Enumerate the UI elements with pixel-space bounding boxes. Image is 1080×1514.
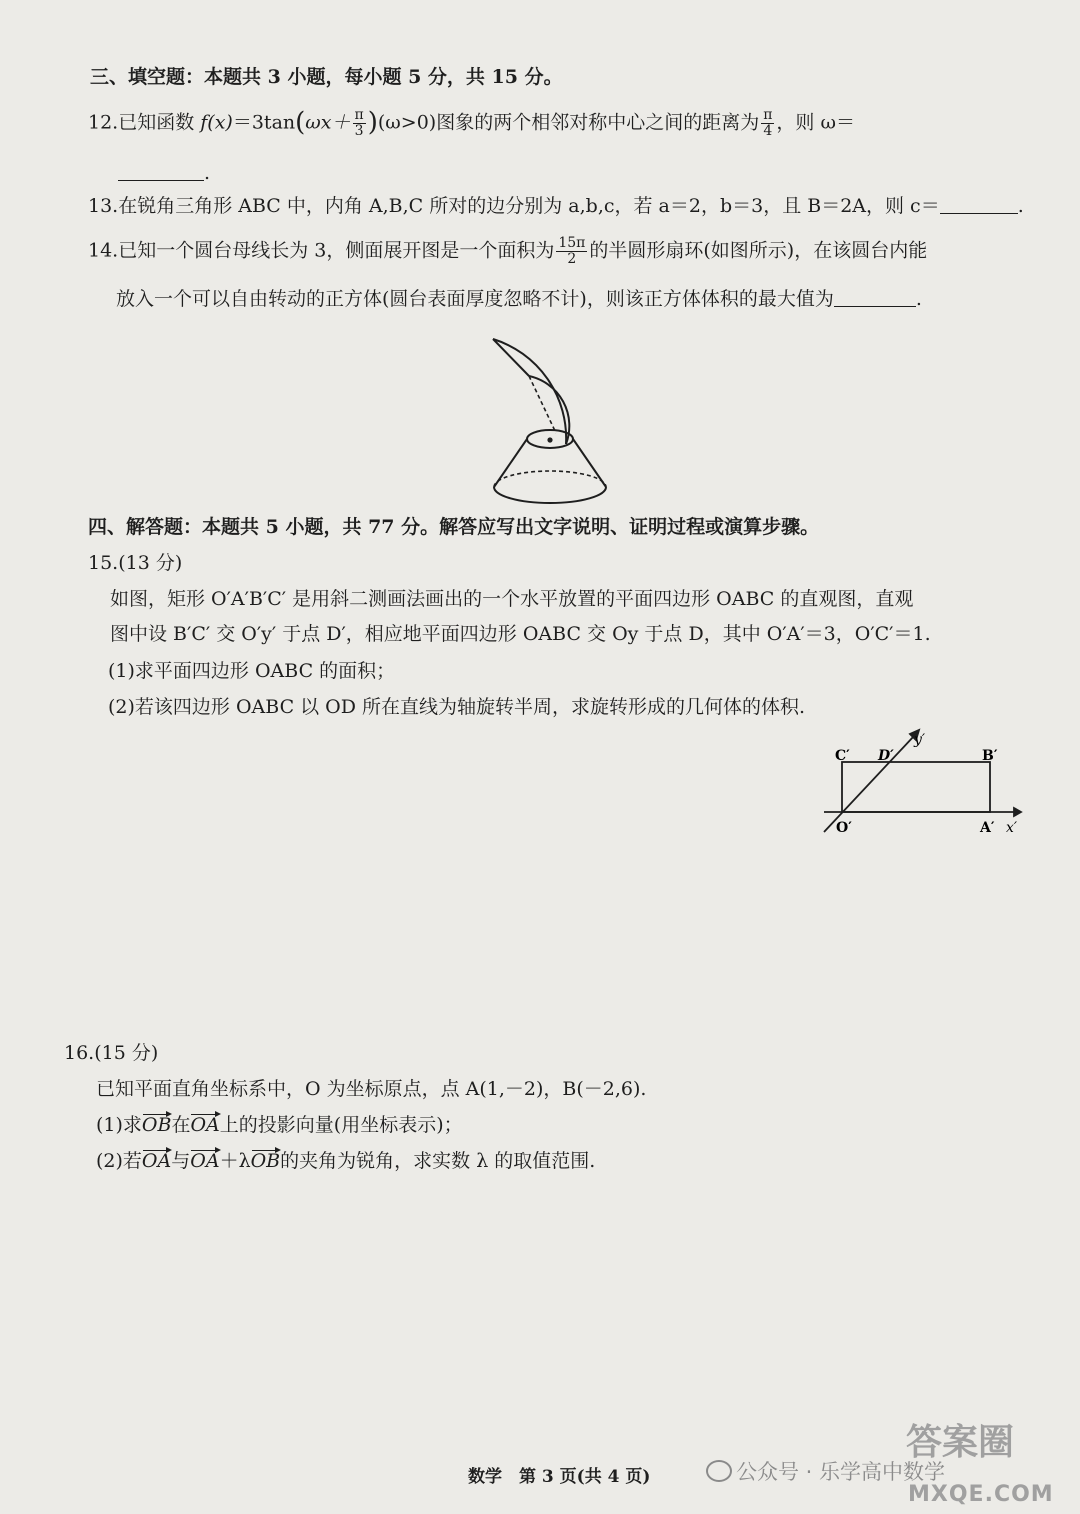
site-brand-watermark: 答案圈 [906,1422,1015,1463]
q12-fx: f(x) [200,111,233,134]
label-b-prime: B′ [982,748,998,764]
q14-figure [480,322,650,514]
q14-number: 14. [88,239,119,262]
q13-answer-blank [940,213,1018,214]
frustum-center-dot [547,437,552,442]
q12-pre: 已知函数 [118,111,201,134]
q12-answer-blank: . [118,160,210,186]
vector-oa: OA [190,1114,220,1136]
sector-top-edge [493,339,529,376]
label-a-prime: A′ [980,820,995,836]
frustum-bottom-back [494,471,606,487]
q12-tail: ，则 ω＝ [776,111,855,134]
q14-answer-blank [834,306,916,307]
q12-arg: ωx＋ [305,111,351,134]
rectangle-oabc [842,762,990,812]
q14-line-2: 放入一个可以自由转动的正方体(圆台表面厚度忽略不计)，则该正方体体积的最大值为 . [116,288,922,310]
x-axis-arrow [1014,808,1021,816]
label-y-prime: y′ [914,732,926,748]
label-o-prime: O′ [836,820,852,836]
q12-fraction-pi-4: $\frac{\pi}{4}$ [763,107,773,139]
page-footer: 数学 第 3 页(共 4 页) [468,1467,651,1487]
vector-oa: OA [190,1150,220,1172]
q15-figure [810,728,1030,840]
q12-mid: 图象的两个相邻对称中心之间的距离为 [436,111,760,134]
label-c-prime: C′ [835,748,850,764]
question-12: 12.已知函数 f(x)＝3tan(ωx＋ $\frac{\pi}{3}$ )(ω>0)图象的两个相邻对称中心之间的距离为 $\frac{\pi}{4}$ ，则 ω＝ [88,107,855,139]
q15-part-1: (1)求平面四边形 OABC 的面积； [108,660,396,682]
site-url-watermark: MXQE.COM [908,1482,1054,1507]
q16-header: 16.(15 分) [64,1042,159,1064]
frustum-bottom-front [494,487,606,503]
question-14 [88,236,927,267]
q16-part-2: (2)若OA与OA＋λOB的夹角为锐角，求实数 λ 的取值范围. [96,1150,596,1172]
q15-line-2: 图中设 B′C′ 交 O′y′ 于点 D′，相应地平面四边形 OABC 交 Oy 于点 D，其中 O′A′＝3，O′C′＝1. [110,623,931,645]
q12-number: 12. [88,111,119,134]
wechat-icon [706,1460,732,1482]
question-13: 13.在锐角三角形 ABC 中，内角 A,B,C 所对的边分别为 a,b,c，若 a＝2，b＝3，且 B＝2A，则 c＝ . [88,195,1024,217]
q16-line-1: 已知平面直角坐标系中，O 为坐标原点，点 A(1,－2)，B(－2,6). [96,1078,647,1100]
q14-post: 的半圆形扇环(如图所示)，在该圆台内能 [589,239,928,262]
q12-condition: (ω>0) [377,111,437,134]
vector-oa: OA [141,1150,172,1172]
q14-fraction-area: $\frac{15\pi}{2}$ [558,235,586,267]
q13-text: 在锐角三角形 ABC 中，内角 A,B,C 所对的边分别为 a,b,c，若 a＝2，b＝3，且 B＝2A，则 c＝ [118,195,940,217]
q14-pre: 已知一个圆台母线长为 3，侧面展开图是一个面积为 [118,239,555,262]
q15-part-2: (2)若该四边形 OABC 以 OD 所在直线为轴旋转半周，求旋转形成的几何体的体积. [108,696,806,718]
q13-number: 13. [88,195,119,217]
label-d-prime: D′ [878,748,894,764]
q15-header: 15.(13 分) [88,552,183,574]
vector-ob: OB [250,1150,281,1172]
q12-fraction-pi-3: $\frac{\pi}{3}$ [354,107,364,139]
section-4-heading: 四、解答题：本题共 5 小题，共 77 分。解答应写出文字说明、证明过程或演算步骤。 [88,516,820,538]
q16-part-1: (1)求OB在OA上的投影向量(用坐标表示)； [96,1114,463,1136]
vector-ob: OB [141,1114,172,1136]
q12-eq: ＝3tan [232,111,296,134]
q15-line-1: 如图，矩形 O′A′B′C′ 是用斜二测画法画出的一个水平放置的平面四边形 OABC 的直观图，直观 [110,588,914,610]
wechat-watermark: 公众号 · 乐学高中数学 [706,1456,945,1486]
section-3-heading: 三、填空题：本题共 3 小题，每小题 5 分，共 15 分。 [90,66,563,88]
label-x-prime: x′ [1006,820,1018,836]
